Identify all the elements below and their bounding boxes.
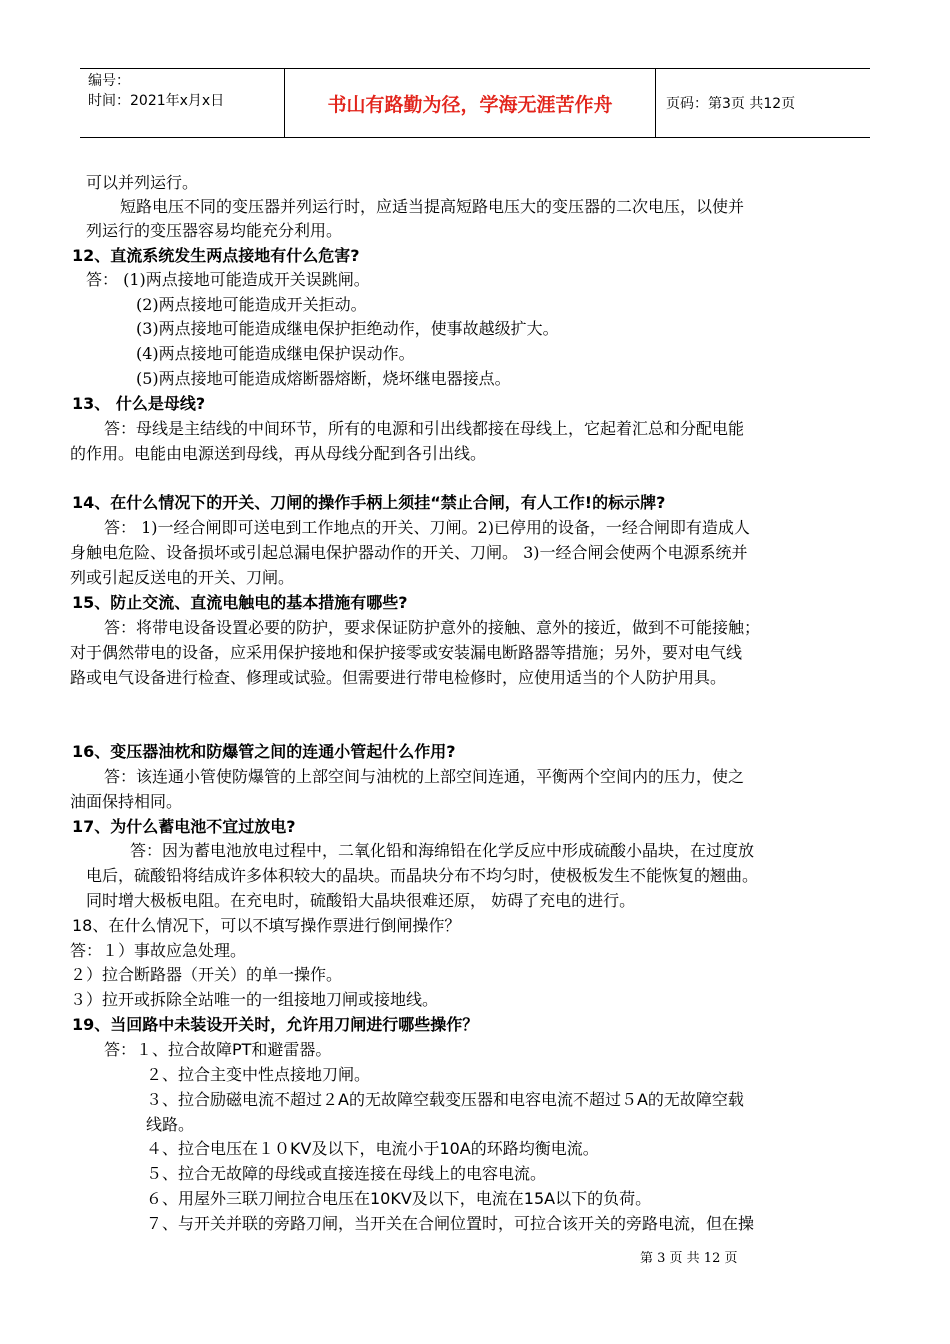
- body-line: 身触电危险、设备损坏或引起总漏电保护器动作的开关、刀闸。 3)一经合闸会使两个电源系统并: [70, 543, 748, 562]
- body-line: 的作用。电能由电源送到母线，再从母线分配到各引出线。: [70, 444, 487, 463]
- body-line: 答：将带电设备设置必要的防护，要求保证防护意外的接触、意外的接近，做到不可能接触；: [104, 618, 761, 637]
- body-line: ２、拉合主变中性点接地刀闸。: [146, 1065, 371, 1084]
- question-heading: 16、变压器油枕和防爆管之间的连通小管起什么作用?: [72, 742, 456, 761]
- body-line: ６、用屋外三联刀闸拉合电压在10KV及以下，电流在15A以下的负荷。: [146, 1189, 652, 1208]
- body-line: ７、与开关并联的旁路刀闸，当开关在合闸位置时，可拉合该开关的旁路电流，但在操: [146, 1214, 755, 1233]
- body-line: 路或电气设备进行检查、修理或试验。但需要进行带电检修时，应使用适当的个人防护用具。: [70, 668, 727, 687]
- body-line: 油面保持相同。: [70, 792, 183, 811]
- body-line: (3)两点接地可能造成继电保护拒绝动作，使事故越级扩大。: [136, 319, 559, 338]
- question-heading: 13、 什么是母线?: [72, 394, 206, 413]
- document-date-label: 时间：2021年x月x日: [88, 93, 225, 109]
- body-line: 对于偶然带电的设备，应采用保护接地和保护接零或安装漏电断路器等措施；另外，要对电气线: [70, 643, 743, 662]
- header-motto: 书山有路勤为径，学海无涯苦作舟: [284, 69, 656, 137]
- body-line: 短路电压不同的变压器并列运行时，应适当提高短路电压大的变压器的二次电压，以使并: [120, 197, 745, 216]
- body-line: 答：母线是主结线的中间环节，所有的电源和引出线都接在母线上，它起着汇总和分配电能: [104, 419, 745, 438]
- body-line: (4)两点接地可能造成继电保护误动作。: [136, 344, 415, 363]
- body-line: (2)两点接地可能造成开关拒动。: [136, 295, 367, 314]
- body-line: 答：１）事故应急处理。: [70, 941, 247, 960]
- body-line: 答：该连通小管使防爆管的上部空间与油枕的上部空间连通，平衡两个空间内的压力，使之: [104, 767, 745, 786]
- body-line: ４、拉合电压在１０KV及以下，电流小于10A的环路均衡电流。: [146, 1139, 599, 1158]
- page-footer: 第 3 页 共 12 页: [640, 1251, 738, 1266]
- body-line: (5)两点接地可能造成熔断器熔断，烧坏继电器接点。: [136, 369, 511, 388]
- question-heading: 14、在什么情况下的开关、刀闸的操作手柄上须挂“禁止合闸，有人工作!的标示牌?: [72, 493, 666, 512]
- body-line: 答：１、拉合故障PT和避雷器。: [104, 1040, 332, 1059]
- page-header: [80, 68, 870, 138]
- header-meta: [80, 69, 284, 137]
- body-line: 列运行的变压器容易均能充分利用。: [86, 221, 343, 240]
- body-line: 可以并列运行。: [86, 173, 199, 192]
- body-line: 答：因为蓄电池放电过程中，二氧化铅和海绵铅在化学反应中形成硫酸小晶块，在过度放: [130, 841, 755, 860]
- document-number-label: 编号：: [88, 73, 130, 89]
- body-line: ２）拉合断路器（开关）的单一操作。: [70, 965, 343, 984]
- question-heading: 12、直流系统发生两点接地有什么危害?: [72, 246, 360, 265]
- body-line: 列或引起反送电的开关、刀闸。: [70, 568, 295, 587]
- question-heading: 15、防止交流、直流电触电的基本措施有哪些?: [72, 593, 408, 612]
- question-heading: 19、当回路中未装设开关时，允许用刀闸进行哪些操作？: [72, 1015, 479, 1034]
- header-page-label: 页码：第3页 共12页: [666, 96, 796, 112]
- question-heading: 17、为什么蓄电池不宜过放电?: [72, 817, 296, 836]
- body-line: 答： (1)两点接地可能造成开关误跳闸。: [86, 270, 370, 289]
- body-line: 同时增大极板电阻。在充电时，硫酸铅大晶块很难还原， 妨碍了充电的进行。: [86, 891, 636, 910]
- body-line: 电后，硫酸铅将结成许多体积较大的晶块。而晶块分布不均匀时，使极板发生不能恢复的翘曲。: [86, 866, 759, 885]
- question-heading: 18、在什么情况下，可以不填写操作票进行倒闸操作？: [72, 916, 461, 935]
- body-line: 线路。: [146, 1115, 195, 1134]
- body-line: ３）拉开或拆除全站唯一的一组接地刀闸或接地线。: [70, 990, 439, 1009]
- body-line: ５、拉合无故障的母线或直接连接在母线上的电容电流。: [146, 1164, 547, 1183]
- body-line: 答： 1)一经合闸即可送电到工作地点的开关、刀闸。2)已停用的设备，一经合闸即有造成人: [104, 518, 750, 537]
- body-line: ３、拉合励磁电流不超过２A的无故障空载变压器和电容电流不超过５A的无故障空载: [146, 1090, 744, 1109]
